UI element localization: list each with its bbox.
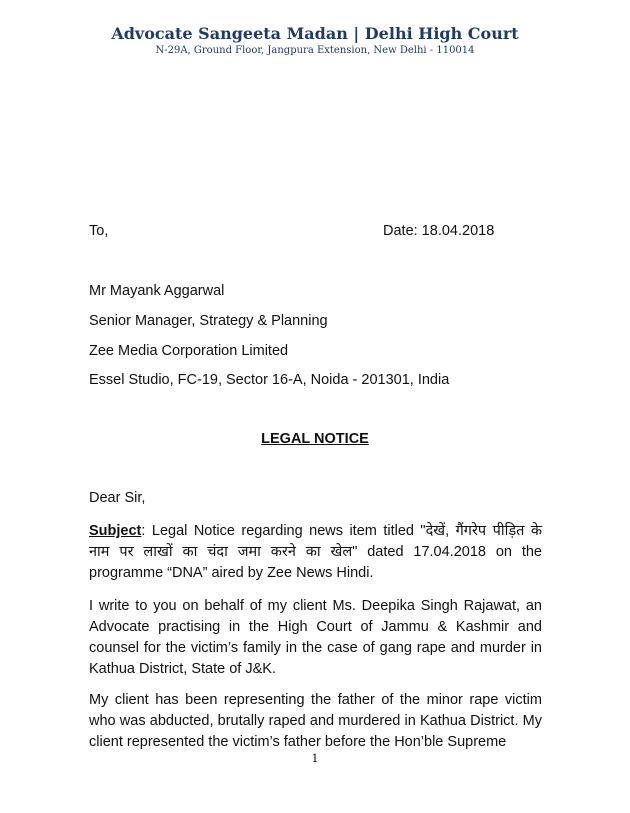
date-line: Date: 18.04.2018	[383, 223, 495, 239]
recipient-name: Mr Mayank Aggarwal	[89, 283, 225, 299]
recipient-address: Essel Studio, FC-19, Sector 16-A, Noida - 201301, India	[89, 372, 450, 388]
recipient-designation: Senior Manager, Strategy & Planning	[89, 313, 328, 329]
notice-title: LEGAL NOTICE	[261, 431, 369, 447]
salutation: Dear Sir,	[89, 490, 146, 506]
recipient-company: Zee Media Corporation Limited	[89, 343, 289, 359]
letterhead-title: Advocate Sangeeta Madan | Delhi High Court	[111, 24, 519, 43]
page-number: 1	[311, 752, 319, 765]
to-line: To,	[89, 223, 109, 239]
paragraph-2: My client has been representing the father of the minor rape victim who was abducted, brutally raped and murdered in Kathua District. My client represented the victim’s father before the Hon’ble Supreme	[89, 692, 542, 750]
letterhead-address: N-29A, Ground Floor, Jangpura Extension, New Delhi - 110014	[155, 45, 475, 56]
subject-text: : Legal Notice regarding news item titled "देखें, गैंगरेप पीड़ित के नाम पर लाखों का चंदा जमा करने का खेल" dated 17.04.2018 on the programme “DNA” aired by Zee News Hindi.	[89, 523, 542, 581]
paragraph-1: I write to you on behalf of my client Ms. Deepika Singh Rajawat, an Advocate practising in the High Court of Jammu & Kashmir and counsel for the victim’s family in the case of gang rape and murder in Kathua District, State of J&K.	[89, 598, 542, 677]
subject-label: Subject	[89, 523, 142, 539]
subject-paragraph	[89, 521, 542, 584]
